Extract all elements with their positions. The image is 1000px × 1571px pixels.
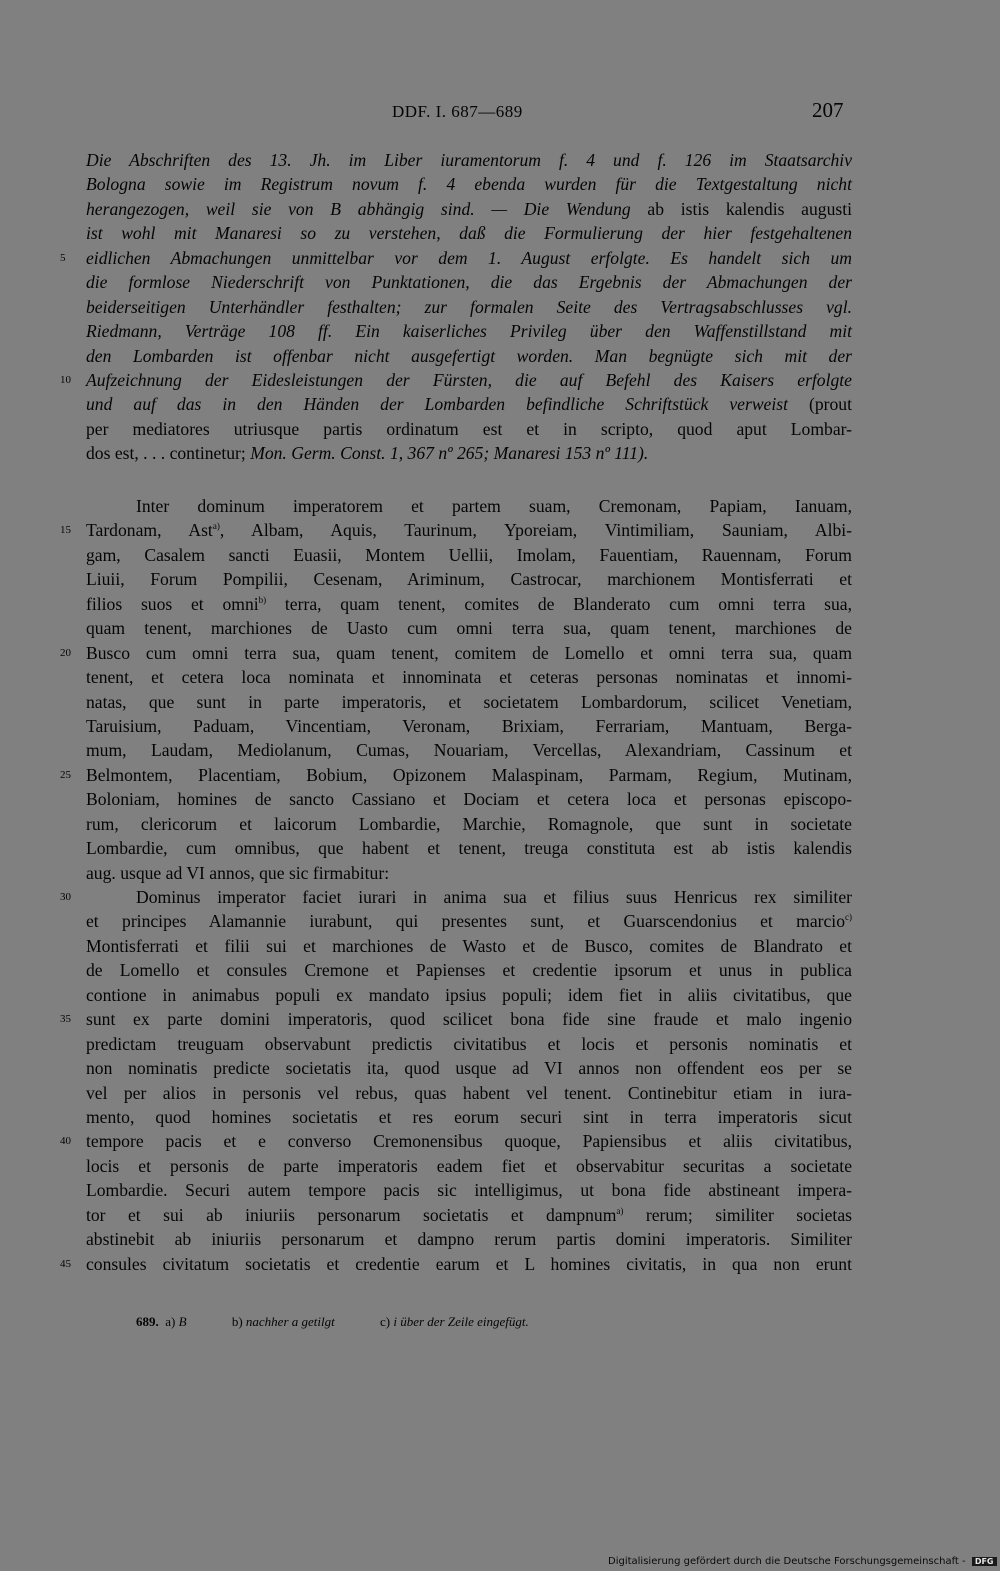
text-segment: Mon. Germ. Const. 1, 367 nº 265; Manaresi 153 nº 111). xyxy=(250,443,649,464)
text-line xyxy=(86,1081,852,1105)
line-number: 10 xyxy=(60,373,71,386)
text-segment: natas, que sunt in parte imperatoris, et societatem Lombardorum, scilicet Venetiam, xyxy=(86,691,852,712)
footnote-a-mark: a) xyxy=(165,1314,176,1329)
text-line xyxy=(86,1227,852,1251)
text-segment: predictam treuguam observabunt predictis civitatibus et locis et personis nominatis et xyxy=(86,1033,852,1054)
text-segment: Inter dominum imperatorem et partem suam, Cremonam, Papiam, Ianuam, xyxy=(136,496,852,516)
text-line xyxy=(86,172,852,196)
text-segment: Belmontem, Placentiam, Bobium, Opizonem Malaspinam, Parmam, Regium, Mutinam, xyxy=(86,764,852,785)
text-line xyxy=(86,221,852,245)
text-line xyxy=(86,616,852,640)
text-segment: Liuii, Forum Pompilii, Cesenam, Ariminum, Castrocar, marchionem Montisferrati et xyxy=(86,569,852,590)
line-number: 40 xyxy=(60,1135,71,1148)
text-segment: Tardonam, Ast xyxy=(86,520,213,541)
charter-text xyxy=(60,494,853,1276)
text-line xyxy=(86,1203,852,1227)
footnote-c-text: i über der Zeile eingefügt. xyxy=(393,1314,529,1329)
text-segment: gam, Casalem sancti Euasii, Montem Uellii, Imolam, Fauentiam, Rauennam, Forum xyxy=(86,544,852,565)
text-line xyxy=(86,1178,852,1202)
text-line xyxy=(86,983,852,1007)
text-line xyxy=(86,690,852,714)
text-segment: quam tenent, marchiones de Uasto cum omni terra sua, quam tenent, marchiones de xyxy=(86,618,852,639)
running-title: DDF. I. 687—689 xyxy=(392,102,523,121)
text-segment: Lombardie, cum omnibus, que habent et tenent, treuga constituta est ab istis kalendis xyxy=(86,838,852,859)
footnote-reference: b) xyxy=(258,594,267,605)
line-number: 5 xyxy=(60,251,66,264)
text-segment: abstinebit ab iniuriis personarum et dampno rerum partis domini imperatoris. Similiter xyxy=(86,1229,852,1250)
text-segment: aug. usque ad VI annos, que sic firmabitur: xyxy=(86,862,390,883)
text-segment: sunt ex parte domini imperatoris, quod scilicet bona fide sine fraude et malo ingenio xyxy=(86,1009,852,1030)
footnote-a-text: B xyxy=(178,1314,187,1329)
text-segment: , Albam, Aquis, Taurinum, Yporeiam, Vintimiliam, Sauniam, Albi- xyxy=(219,520,853,541)
text-segment: consules civitatum societatis et credentie earum et L homines civitatis, in qua non erunt xyxy=(86,1253,852,1274)
text-segment: Boloniam, homines de sancto Cassiano et Dociam et cetera loca et personas episcopo- xyxy=(86,789,852,810)
line-number: 30 xyxy=(60,891,71,903)
text-line xyxy=(86,958,852,982)
text-segment: eidlichen Abmachungen unmittelbar vor dem 1. August erfolgte. Es handelt sich um xyxy=(86,247,852,268)
text-segment: non nominatis predicte societatis ita, quod usque ad VI annos non offendent eos per se xyxy=(86,1058,852,1079)
line-number: 20 xyxy=(60,646,71,659)
text-line xyxy=(60,1252,852,1276)
text-line xyxy=(86,1032,852,1056)
text-line xyxy=(86,148,852,172)
line-number: 45 xyxy=(60,1257,71,1270)
text-line xyxy=(86,392,852,416)
text-segment: et principes Alamannie iurabunt, qui presentes sunt, et Guarscendonius et marcio xyxy=(86,911,845,932)
text-segment: Die Abschriften des 13. Jh. im Liber iuramentorum f. 4 und f. 126 im Staatsarchiv xyxy=(86,150,852,170)
text-line xyxy=(86,197,852,221)
text-line xyxy=(60,763,852,787)
text-line xyxy=(86,567,852,591)
text-segment: den Lombarden ist offenbar nicht ausgefertigt worden. Man begnügte sich mit der xyxy=(86,345,852,366)
running-header xyxy=(0,98,1000,128)
text-segment: und auf das in den Händen der Lombarden befindliche Schriftstück verweist xyxy=(86,394,809,415)
text-segment: rerum; similiter societas xyxy=(623,1204,852,1225)
text-line xyxy=(86,665,852,689)
text-line xyxy=(86,738,852,762)
text-segment: beiderseitigen Unterhändler festhalten; zur formalen Seite des Vertragsabschlusses vgl. xyxy=(86,296,852,317)
editorial-introduction xyxy=(60,148,852,466)
dfg-credit xyxy=(608,1556,997,1567)
text-segment: terra, quam tenent, comites de Blanderato cum omni terra sua, xyxy=(266,593,852,614)
text-segment: per mediatores utriusque partis ordinatum est et in scripto, quod aput Lombar- xyxy=(86,418,852,439)
footnotes xyxy=(136,1314,529,1330)
text-line xyxy=(60,641,852,665)
text-line xyxy=(86,441,852,465)
text-line xyxy=(60,1129,852,1153)
text-segment: tor et sui ab iniuriis personarum societatis et dampnum xyxy=(86,1204,617,1225)
dfg-logo: DFG xyxy=(972,1557,997,1566)
text-segment: Dominus imperator faciet iurari in anima sua et filius suus Henricus rex similiter xyxy=(136,887,852,907)
text-segment: filios suos et omni xyxy=(86,593,259,614)
text-segment: die formlose Niederschrift von Punktationen, die das Ergebnis der Abmachungen der xyxy=(86,272,852,293)
page-number: 207 xyxy=(812,98,844,122)
footnote-reference: a) xyxy=(212,521,220,532)
text-line xyxy=(86,909,852,933)
text-line xyxy=(86,787,852,811)
text-segment: tempore pacis et e converso Cremonensibus quoque, Papiensibus et aliis civitatibus, xyxy=(86,1131,852,1152)
line-number: 35 xyxy=(60,1013,71,1026)
text-segment: (prout xyxy=(809,394,852,415)
text-segment: vel per alios in personis vel rebus, quas habent vel tenent. Continebitur etiam in iura- xyxy=(86,1082,852,1103)
text-line xyxy=(86,295,852,319)
text-line xyxy=(86,1105,852,1129)
text-line xyxy=(86,714,852,738)
text-segment: de Lomello et consules Cremone et Papienses et credentie ipsorum et unus in publica xyxy=(86,960,852,981)
text-line xyxy=(86,934,852,958)
text-segment: herangezogen, weil sie von B abhängig sind. — Die Wendung xyxy=(86,198,648,219)
text-segment: tenent, et cetera loca nominata et innominata et ceteras personas nominatas et innomi- xyxy=(86,667,852,688)
text-line xyxy=(86,270,852,294)
text-segment: locis et personis de parte imperatoris eadem fiet et observabitur securitas a societate xyxy=(86,1155,852,1176)
footnote-reference: c) xyxy=(845,912,852,923)
text-segment: Montisferrati et filii sui et marchiones de Wasto et de Busco, comites de Blandrato et xyxy=(86,935,852,956)
text-segment: contione in animabus populi ex mandato ipsius populi; idem fiet in aliis civitatibus, que xyxy=(86,984,852,1005)
text-line xyxy=(60,885,852,909)
dfg-credit-text: Digitalisierung gefördert durch die Deutsche Forschungsgemeinschaft - xyxy=(608,1556,966,1567)
text-line xyxy=(86,836,852,860)
text-line xyxy=(86,861,852,885)
text-segment: Lombardie. Securi autem tempore pacis sic intelligimus, ut bona fide abstineant imperа- xyxy=(86,1180,852,1201)
text-line xyxy=(86,417,852,441)
text-segment: Riedmann, Verträge 108 ff. Ein kaiserliches Privileg über den Waffenstillstand mit xyxy=(86,321,852,342)
text-segment: mum, Laudam, Mediolanum, Cumas, Nouariam, Vercellas, Alexandriam, Cassinum et xyxy=(86,740,852,761)
text-line xyxy=(60,246,852,270)
text-segment: ab istis kalendis augusti xyxy=(647,198,852,219)
footnote-c-mark: c) xyxy=(379,1314,391,1329)
text-segment: Aufzeichnung der Eidesleistungen der Fürsten, die auf Befehl des Kaisers erfolgte xyxy=(86,369,852,390)
text-line xyxy=(60,1007,852,1031)
text-line xyxy=(86,1056,852,1080)
text-segment: dos est, . . . continetur; xyxy=(86,443,251,464)
text-line xyxy=(86,592,852,616)
footnote-reference: a) xyxy=(616,1205,624,1216)
footnote-b-text: nachher a getilgt xyxy=(245,1314,335,1329)
text-segment: Busco cum omni terra sua, quam tenent, comitem de Lomello et omni terra sua, quam xyxy=(86,642,852,663)
text-line xyxy=(86,319,852,343)
text-line xyxy=(86,344,852,368)
text-segment: Bologna sowie im Registrum novum f. 4 ebenda wurden für die Textgestaltung nicht xyxy=(86,174,852,195)
text-segment: rum, clericorum et laicorum Lombardie, Marchie, Romagnole, que sunt in societate xyxy=(86,813,852,834)
text-line xyxy=(86,494,852,518)
line-number: 25 xyxy=(60,768,71,781)
footnote-document-number: 689. xyxy=(136,1314,159,1329)
footnote-b-mark: b) xyxy=(231,1314,243,1329)
line-number: 15 xyxy=(60,524,71,537)
text-line xyxy=(86,812,852,836)
text-segment: mento, quod homines societatis et res eorum securi sint in terra imperatoris sicut xyxy=(86,1106,852,1127)
text-line xyxy=(86,1154,852,1178)
text-line xyxy=(60,368,852,392)
text-segment: Taruisium, Paduam, Vincentiam, Veronam, Brixiam, Ferrariam, Mantuam, Berga- xyxy=(86,715,852,736)
text-segment: ist wohl mit Manaresi so zu verstehen, daß die Formulierung der hier festgehaltenen xyxy=(86,223,852,244)
text-line xyxy=(86,543,852,567)
text-line xyxy=(60,518,853,542)
